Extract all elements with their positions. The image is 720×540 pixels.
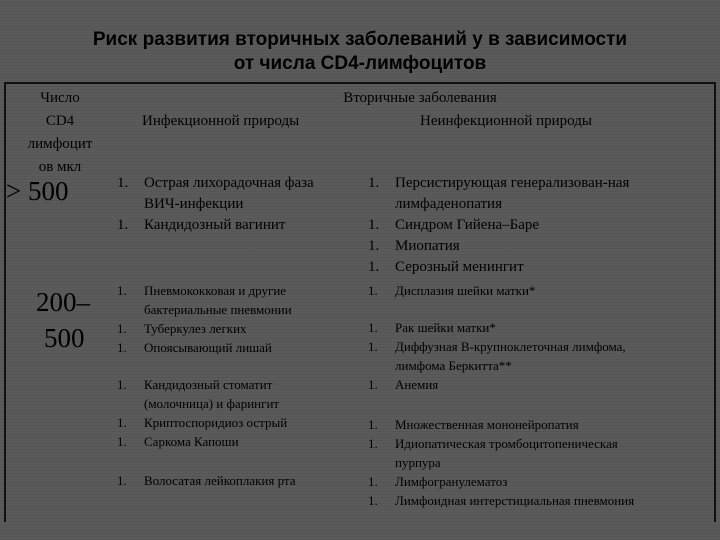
list-item [117,375,287,413]
list-item [368,415,634,434]
infectious-list-over-500 [117,173,314,236]
cd4-count-line: 500 [44,323,85,353]
list-item [368,375,626,394]
list-item-text: Синдром Гийена–Баре [395,217,540,233]
list-item-text: Криптоспоридиоз острый [144,415,288,430]
list-item-text: бактериальные пневмонии [144,302,292,317]
list-item-text: ВИЧ-инфекции [144,196,244,212]
list-item [368,257,629,278]
list-item [117,281,292,319]
list-item-text: Лимфогранулематоз [395,474,508,489]
list-item [368,337,626,375]
list-item-text: Кандидозный стоматит [144,377,273,392]
list-number: 1. [368,474,378,489]
list-item-text: Рак шейки матки* [395,320,496,335]
list-item [117,413,287,432]
list-item-text: Идиопатическая тромбоцитопеническая [395,436,618,451]
list-number: 1. [368,339,378,354]
list-number: 1. [368,283,378,298]
list-item-text: Серозный менингит [395,259,524,275]
list-number: 1. [117,415,127,430]
list-item-text: Волосатая лейкоплакия рта [144,473,296,488]
list-number: 1. [368,175,380,191]
list-number: 1. [368,493,378,508]
list-number: 1. [117,283,127,298]
infectious-column-header: Инфекционной природы [142,113,300,129]
list-number: 1. [117,217,129,233]
list-item [368,491,634,510]
list-item-text: Саркома Капоши [144,434,239,449]
list-number: 1. [368,259,380,275]
list-item [368,173,629,215]
list-number: 1. [117,340,127,355]
list-number: 1. [117,175,129,191]
list-number: 1. [368,436,378,451]
list-item [117,471,296,490]
noninfectious-list-group-1 [368,281,535,300]
list-item-text: Множественная мононейропатия [395,417,579,432]
list-item [368,472,634,491]
list-item-text: лимфома Беркитта** [395,358,512,373]
list-item-text: (молочница) и фарингит [144,396,280,411]
list-number: 1. [368,238,380,254]
infectious-list-group-2 [117,375,287,451]
list-item-text: Персистирующая генерализован-ная [395,175,630,191]
noninfectious-list-group-3 [368,415,634,510]
list-item-text: Пневмококковая и другие [144,283,287,298]
list-item [368,434,634,472]
cd4-count-over-500: > 500 [6,176,69,206]
list-item [117,432,287,451]
list-number: 1. [368,417,378,432]
list-item-text: пурпура [395,455,441,470]
cd4-count-column-header [0,87,120,179]
list-item-text: Острая лихорадочная фаза [144,175,314,191]
list-item-text: лимфаденопатия [395,196,502,212]
header-line: ов мкл [38,159,82,175]
list-number: 1. [368,320,378,335]
noninfectious-list-over-500 [368,173,629,278]
list-item [117,215,314,236]
list-item [368,236,629,257]
list-item [117,338,292,357]
list-item [368,318,626,337]
list-item-text: Дисплазия шейки матки* [395,283,536,298]
slide-title-line-2: от числа CD4-лимфоцитов [233,53,487,74]
list-item-text: Кандидозный вагинит [144,217,286,233]
header-line: Число [40,90,80,106]
list-item-text: Миопатия [395,238,460,254]
list-item-text: Анемия [395,377,439,392]
secondary-diseases-header: Вторичные заболевания [343,90,497,106]
list-item-text: Диффузная В-крупноклеточная лимфома, [395,339,626,354]
cd4-count-200-500 [36,284,90,356]
noninfectious-list-group-2 [368,318,626,394]
list-item [117,173,314,215]
infectious-list-group-3 [117,471,296,490]
list-item [368,281,535,300]
header-line: лимфоцит [27,136,93,152]
noninfectious-column-header: Неинфекционной природы [420,113,592,129]
list-number: 1. [368,217,380,233]
list-item-text: Лимфоидная интерстициальная пневмония [395,493,635,508]
list-item [117,319,292,338]
header-line: CD4 [45,113,75,129]
list-number: 1. [117,321,127,336]
list-number: 1. [117,377,127,392]
slide-title-line-1: Риск развития вторичных заболеваний у в зависимости [92,29,628,50]
list-item-text: Туберкулез легких [144,321,247,336]
list-item-text: Опоясывающий лишай [144,340,272,355]
list-number: 1. [368,377,378,392]
list-number: 1. [117,434,127,449]
list-number: 1. [117,473,127,488]
list-item [368,215,629,236]
cd4-count-line: 200– [36,287,90,317]
slide-title [0,28,720,76]
infectious-list-group-1 [117,281,292,357]
